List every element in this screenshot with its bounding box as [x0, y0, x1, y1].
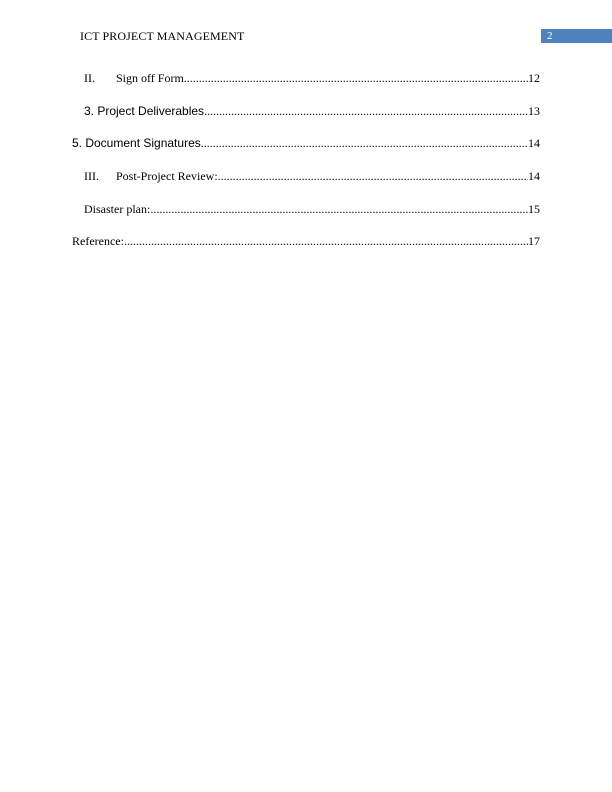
- page-number-badge: [541, 29, 612, 43]
- toc-entry-label: Reference:: [72, 234, 124, 248]
- toc-entry-page: 14: [528, 169, 540, 183]
- toc-dot-leader: [201, 136, 528, 151]
- toc-entry-page: 15: [528, 202, 540, 216]
- toc-entry-number: III.: [84, 169, 99, 183]
- toc-entry-disaster-plan[interactable]: [84, 202, 540, 217]
- toc-entry-label: Sign off Form: [116, 71, 184, 85]
- toc-entry-number: II.: [84, 71, 95, 85]
- toc-entry-post-project-review[interactable]: [84, 169, 540, 184]
- toc-entry-label: 3. Project Deliverables: [84, 104, 205, 118]
- toc-dot-leader: [150, 202, 528, 217]
- toc-entry-label: Post-Project Review:: [116, 169, 218, 183]
- toc-entry-document-signatures[interactable]: [72, 136, 540, 151]
- header-title: ICT PROJECT MANAGEMENT: [80, 29, 245, 43]
- toc-entry-label: 5. Document Signatures: [72, 136, 201, 150]
- toc-dot-leader: [204, 104, 528, 119]
- toc-entry-page: 12: [528, 71, 540, 85]
- toc-entry-page: 13: [528, 104, 540, 118]
- toc-dot-leader: [184, 71, 528, 86]
- page-number: 2: [547, 30, 553, 42]
- toc-entry-reference[interactable]: [72, 234, 540, 249]
- toc-entry-page: 14: [528, 136, 540, 150]
- toc-entry-label: Disaster plan:: [84, 202, 151, 216]
- toc-entry-page: 17: [528, 234, 540, 248]
- toc-dot-leader: [218, 169, 528, 184]
- toc-entry-sign-off-form[interactable]: [84, 71, 540, 86]
- toc-entry-project-deliverables[interactable]: [84, 104, 540, 119]
- toc-dot-leader: [124, 234, 528, 249]
